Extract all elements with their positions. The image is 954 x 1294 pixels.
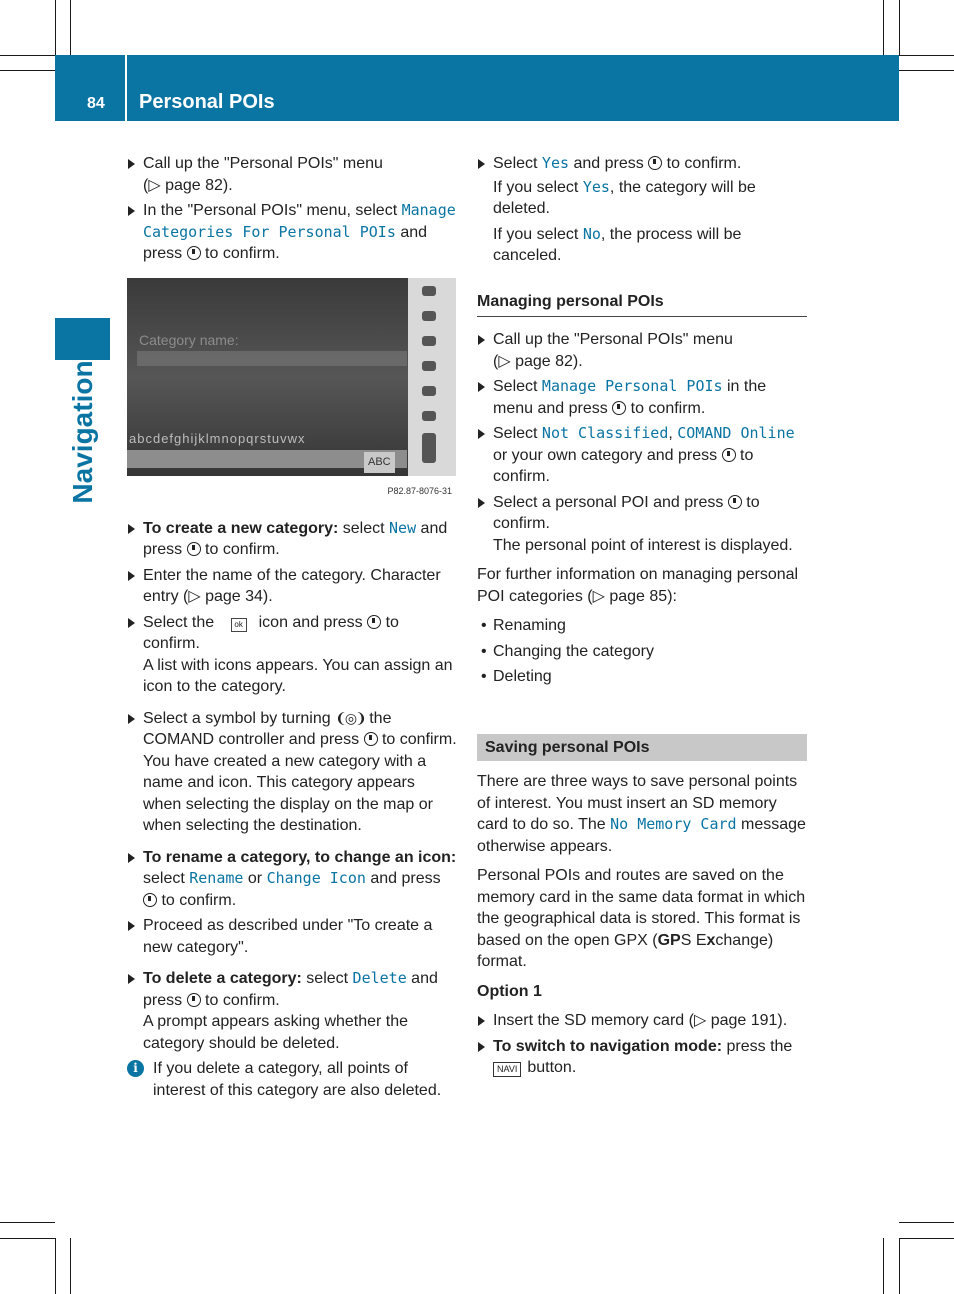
menu-item-text: Yes — [582, 177, 610, 196]
crop-mark — [55, 1238, 56, 1294]
crop-mark — [883, 0, 884, 55]
category-name-field — [137, 351, 407, 366]
category-name-label: Category name: — [139, 331, 239, 348]
header-divider — [125, 55, 127, 121]
controller-press-icon — [364, 732, 378, 746]
instruction-step: In the "Personal POIs" menu, select Manage Categories For Personal POIs and press to confirm. — [127, 200, 457, 265]
controller-press-icon — [187, 993, 201, 1007]
instruction-step: Proceed as described under "To create a new category". — [127, 915, 457, 958]
page-title: Personal POIs — [139, 91, 275, 113]
controller-press-icon — [143, 893, 157, 907]
instruction-step: To delete a category: select Delete and press to confirm. A prompt appears asking whether the category should be deleted. — [127, 968, 457, 1054]
crop-mark — [0, 1238, 55, 1239]
right-column — [477, 153, 807, 1083]
crop-mark — [0, 1222, 55, 1223]
crop-mark — [0, 70, 55, 71]
message-text: No Memory Card — [610, 815, 737, 833]
instruction-step: Insert the SD memory card (▷ page 191). — [477, 1010, 807, 1032]
category-icon — [422, 361, 436, 371]
crop-mark — [899, 70, 954, 71]
navi-key-icon: NAVI — [493, 1062, 521, 1077]
category-icon — [422, 286, 436, 296]
paragraph: For further information on managing personal POI categories (▷ page 85): — [477, 566, 799, 605]
category-icon — [422, 336, 436, 346]
section-heading: Saving personal POIs — [477, 734, 807, 762]
paragraph: Personal POIs and routes are saved on the memory card in the same data format in which the geographical data is stored. This format is based on the open GPX (GPS Exchange) format. — [477, 867, 806, 970]
menu-item-text: Change Icon — [266, 869, 366, 887]
crop-mark — [899, 55, 954, 56]
controller-press-icon — [187, 542, 201, 556]
section-heading: Managing personal POIs — [477, 291, 807, 318]
instruction-step: Select a personal POI and press to confirm. The personal point of interest is displayed. — [477, 492, 807, 557]
category-icon — [422, 386, 436, 396]
page-number: 84 — [87, 95, 105, 112]
paragraph: There are three ways to save personal points of interest. You must insert an SD memory card to do so. The No Memory Card message otherwise appears. — [477, 773, 806, 855]
menu-item-text: Manage Personal POIs — [541, 377, 723, 395]
menu-item-text: New — [389, 518, 417, 537]
controller-press-icon — [612, 401, 626, 415]
crop-mark — [0, 55, 55, 56]
crop-mark — [70, 0, 71, 55]
comand-screenshot — [127, 278, 456, 498]
instruction-step: Enter the name of the category. Character entry (▷ page 34). — [127, 565, 457, 608]
image-caption: P82.87-8076-31 — [127, 476, 456, 498]
menu-item-text: Not Classified — [541, 424, 669, 442]
controller-press-icon — [728, 495, 742, 509]
icon-panel — [408, 278, 456, 476]
info-note: i If you delete a category, all points of interest of this category are also deleted. — [127, 1058, 457, 1101]
instruction-step: Select a symbol by turning ❨◎❩ the COMAND controller and press to confirm. You have created a new category with a name and icon. This category appears when selecting the display on the map or when selecting the destination. — [127, 708, 457, 837]
side-tab — [55, 318, 110, 360]
instruction-step: Call up the "Personal POIs" menu (▷ page 82). — [477, 329, 807, 372]
list-item: • Deleting — [477, 666, 807, 688]
crop-mark — [899, 1222, 954, 1223]
crop-mark — [883, 1238, 884, 1294]
list-item: • Changing the category — [477, 641, 807, 663]
menu-item-text: Delete — [352, 969, 407, 987]
instruction-step: To create a new category: select New and press to confirm. — [127, 518, 457, 561]
instruction-step: To rename a category, to change an icon: select Rename or Change Icon and press to confirm. — [127, 847, 457, 912]
crop-mark — [55, 0, 56, 55]
abc-button: ABC — [364, 452, 395, 474]
left-column — [127, 153, 457, 1101]
instruction-step: To switch to navigation mode: press the NAVI button. — [477, 1036, 807, 1079]
list-item: • Renaming — [477, 615, 807, 637]
controller-turn-icon: ❨◎❩ — [335, 709, 365, 726]
page-header — [55, 55, 899, 121]
instruction-step: Select the ok icon and press to confirm. A list with icons appears. You can assign an icon to the category. — [127, 612, 457, 698]
instruction-step: Select Manage Personal POIs in the menu and press to confirm. — [477, 376, 807, 419]
controller-press-icon — [367, 615, 381, 629]
menu-item-text: COMAND Online — [677, 424, 795, 442]
crop-mark — [899, 1238, 900, 1294]
instruction-step: Select Not Classified, COMAND Online or your own category and press to confirm. — [477, 423, 807, 488]
instruction-step: Select Yes and press to confirm. If you select Yes, the category will be deleted. If you select No, the process will be canceled. — [477, 153, 807, 267]
info-icon: i — [127, 1060, 144, 1077]
menu-item-text: Yes — [541, 154, 570, 172]
controller-press-icon — [648, 156, 662, 170]
category-icon — [422, 411, 436, 421]
menu-item-text: Manage Categories For Personal POIs — [143, 201, 456, 241]
controller-press-icon — [722, 448, 736, 462]
crop-mark — [899, 1238, 954, 1239]
menu-item-text: No — [582, 224, 601, 243]
menu-item-text: Rename — [189, 869, 244, 887]
keyboard-row: abcdefghijklmnopqrstuvwx — [129, 430, 306, 446]
side-section-label: Navigation — [67, 360, 98, 504]
ok-icon: ok — [231, 618, 247, 632]
crop-mark — [899, 0, 900, 55]
category-icon — [422, 433, 436, 463]
instruction-step: Call up the "Personal POIs" menu (▷ page 82). — [127, 153, 457, 196]
controller-press-icon — [187, 246, 201, 260]
option-label: Option 1 — [477, 982, 542, 1000]
category-icon — [422, 311, 436, 321]
crop-mark — [70, 1238, 71, 1294]
